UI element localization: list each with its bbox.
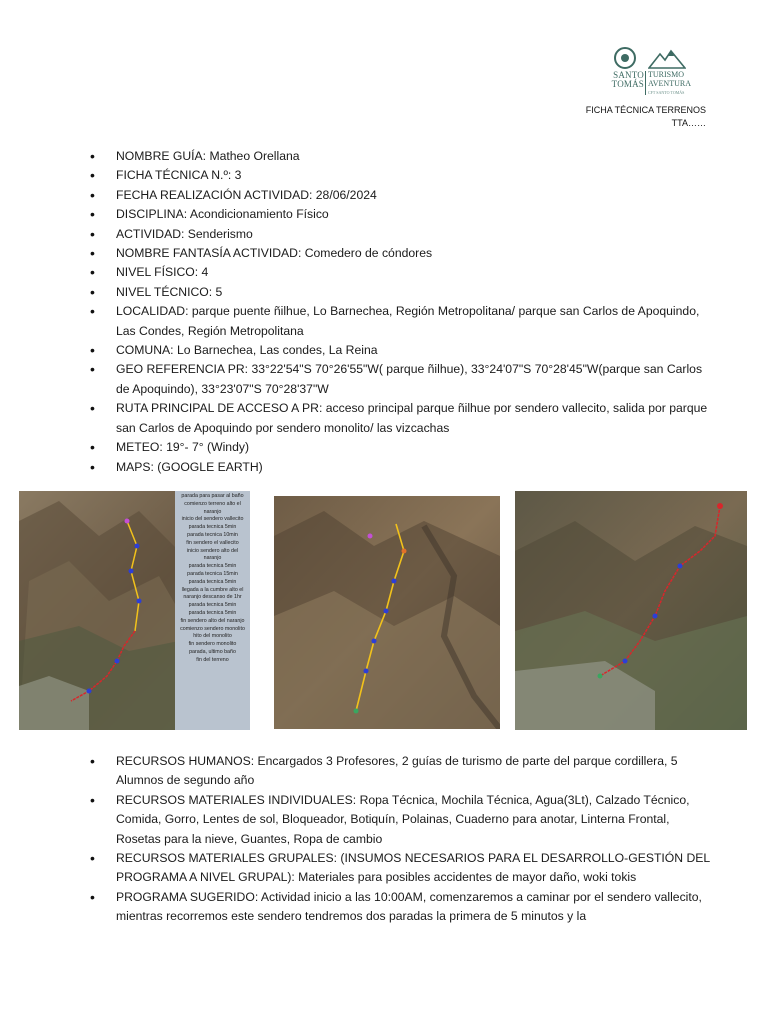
legend-item: naranjo — [203, 508, 222, 515]
info-locality: • LOCALIDAD: parque puente ñilhue, Lo Barnechea, Región Metropolitana/ parque san Carlos de Apoquindo, Las Condes, Región Metropolitana — [90, 302, 710, 341]
santo-tomas-logo — [604, 45, 691, 97]
header-code: TTA…… — [671, 118, 706, 128]
logo-divider — [645, 71, 646, 95]
legend-item: naranjo — [203, 555, 222, 562]
resources-group: • RECURSOS MATERIALES GRUPALES: (INSUMOS NECESARIOS PARA EL DESARROLLO-GESTIÓN DEL PROGRAMA A NIVEL GRUPAL): Materiales para posibles accidentes de mayor daño, woki tokis — [90, 849, 710, 888]
info-technical-level: • NIVEL TÉCNICO: 5 — [90, 283, 710, 302]
info-discipline: • DISCIPLINA: Acondicionamiento Físico — [90, 205, 710, 224]
route-map-satellite-2 — [274, 496, 500, 729]
resources-individual: • RECURSOS MATERIALES INDIVIDUALES: Ropa Técnica, Mochila Técnica, Agua(3Lt), Calzado Técnico, Comida, Gorro, Lentes de sol, Bloqueador, Botiquín, Polainas, Cuaderno para anotar, Linterna Frontal, Rosetas para la nieve, Guantes, Ropa de cambio — [90, 791, 710, 849]
info-sheet-number: • FICHA TÉCNICA N.º: 3 — [90, 166, 710, 185]
info-fantasy-name: • NOMBRE FANTASÍA ACTIVIDAD: Comedero de cóndores — [90, 244, 710, 263]
map-legend — [175, 491, 250, 730]
document-header — [560, 104, 706, 130]
info-guide-name: • NOMBRE GUÍA: Matheo Orellana — [90, 147, 710, 166]
legend-item: parada para pasar al baño — [181, 493, 244, 499]
info-weather: • METEO: 19°- 7° (Windy) — [90, 438, 710, 457]
info-list — [90, 147, 710, 477]
legend-item: inicio sendero alto del — [186, 547, 239, 554]
info-physical-level: • NIVEL FÍSICO: 4 — [90, 263, 710, 282]
logo-left-text: SANTO TOMÁS — [611, 70, 644, 89]
header-title: FICHA TÉCNICA TERRENOS — [585, 105, 706, 115]
legend-item: naranjo descanso de 1hr — [183, 594, 242, 601]
info-access-route: • RUTA PRINCIPAL DE ACCESO A PR: acceso principal parque ñilhue por sendero vallecito, salida por parque san Carlos de Apoquindo por sendero monolito/ las vizcachas — [90, 399, 710, 438]
logo-small-label: CFT SANTO TOMÁS — [648, 90, 685, 95]
info-activity: • ACTIVIDAD: Senderismo — [90, 225, 710, 244]
legend-item: parada tecnica 10min — [187, 531, 238, 538]
legend-item: parada tecnica 5min — [188, 609, 237, 616]
legend-item: hito del monolito — [193, 633, 232, 640]
suggested-program: • PROGRAMA SUGERIDO: Actividad inicio a las 10:00AM, comenzaremos a caminar por el sendero vallecito, mientras recorremos este sendero tendremos dos paradas la primera de 5 minutos y la — [90, 888, 710, 927]
mountain-icon — [648, 49, 686, 69]
legend-item: parada tecnica 5min — [188, 578, 237, 585]
legend-item: parada, ultimo baño — [189, 648, 236, 655]
info-maps: • MAPS: (GOOGLE EARTH) — [90, 458, 710, 477]
legend-item: parada tecnica 15min — [187, 570, 238, 577]
legend-item: inicio del sendero vallecito — [181, 516, 244, 523]
legend-item: fin sendero alto del naranjo — [180, 617, 245, 624]
resources-human: • RECURSOS HUMANOS: Encargados 3 Profesores, 2 guías de turismo de parte del parque cordillera, 5 Alumnos de segundo año — [90, 752, 710, 791]
info-activity-date: • FECHA REALIZACIÓN ACTIVIDAD: 28/06/2024 — [90, 186, 710, 205]
legend-item: parada tecnica 5min — [188, 563, 237, 570]
logo-right-text — [648, 70, 691, 97]
route-map-satellite-3 — [515, 491, 747, 730]
legend-item: parada tecnica 5min — [188, 602, 237, 609]
logo-right-label: TURISMO AVENTURA — [648, 70, 691, 88]
legend-item: llegada a la cumbre alto el — [181, 586, 244, 593]
legend-item: fin del terreno — [196, 656, 229, 663]
legend-item: fin sendero monolito — [188, 641, 237, 648]
resources-list — [90, 752, 710, 927]
info-commune: • COMUNA: Lo Barnechea, Las condes, La Reina — [90, 341, 710, 360]
legend-item: comienzo terreno alto el — [184, 500, 241, 507]
legend-item: parada tecnica 5min — [188, 524, 237, 531]
seal-icon — [614, 47, 636, 69]
legend-item: comienzo sendero monolito — [180, 625, 245, 632]
legend-item: fin sendero el vallecito — [186, 539, 239, 546]
info-geo-reference: • GEO REFERENCIA PR: 33°22'54"S 70°26'55"W( parque ñilhue), 33°24'07"S 70°28'45"W(parque san Carlos de Apoquindo), 33°23'07"S 70°28'37"W — [90, 360, 710, 399]
